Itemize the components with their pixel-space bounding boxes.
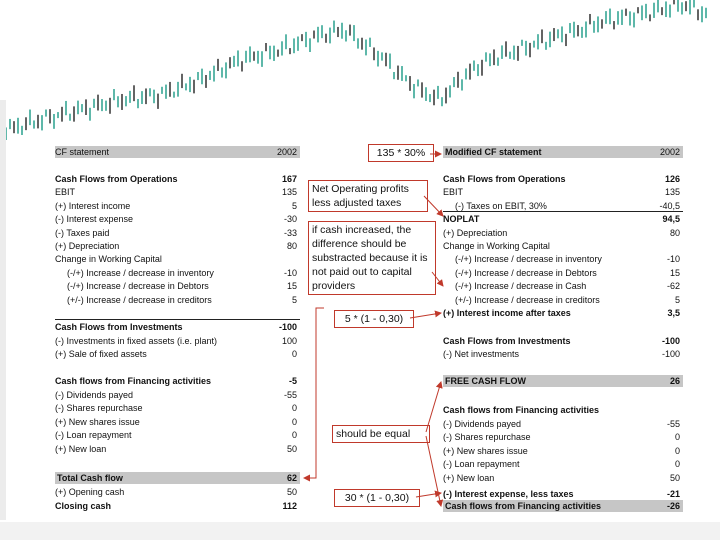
modified-cf-row-value: 126 [664, 174, 680, 184]
modified-cf-row-value: 0 [674, 459, 680, 469]
note-should-be-equal: should be equal [332, 425, 430, 443]
modified-cf-statement-table [443, 146, 683, 516]
cf-statement-row [55, 375, 300, 387]
modified-cf-row-label: (-) Loan repayment [443, 459, 520, 469]
cf-statement-row [55, 213, 300, 225]
cf-statement-row-label: (+) Interest income [55, 201, 131, 211]
modified-cf-row-value: -62 [666, 281, 680, 291]
modified-cf-row-label: (-) Net investments [443, 349, 520, 359]
cf-statement-row-value: 0 [291, 417, 297, 427]
cf-statement-row-value: 80 [286, 241, 297, 251]
modified-cf-row [443, 213, 683, 225]
modified-cf-row-value: -40,5 [659, 201, 680, 211]
cf-statement-row-value: 15 [286, 281, 297, 291]
cf-statement-row [55, 335, 300, 347]
cf-statement-row-label: (+/-) Increase / decrease in creditors [67, 295, 212, 305]
cf-statement-year: 2002 [276, 147, 297, 157]
modified-cf-row-value: -100 [661, 349, 680, 359]
cf-statement-row-label: Change in Working Capital [55, 254, 162, 264]
modified-cf-row-value: 0 [674, 446, 680, 456]
modified-cf-row-label: Cash flows from Financing activities [443, 405, 600, 415]
cf-statement-row-value: 135 [281, 187, 297, 197]
modified-cf-row [443, 418, 683, 430]
note-interest-income: 5 * (1 - 0,30) [334, 310, 414, 328]
arrow-interest-income [410, 313, 441, 318]
cf-statement-row-value: 112 [282, 501, 297, 511]
note-interest-expense: 30 * (1 - 0,30) [334, 489, 420, 507]
cf-statement-row [55, 500, 300, 512]
modified-cf-row-label: EBIT [443, 187, 464, 197]
cf-statement-table [55, 146, 300, 516]
cf-statement-row [55, 240, 300, 252]
modified-cf-row-label: (+) New loan [443, 473, 495, 483]
left-edge-shade [0, 100, 6, 520]
cf-statement-row-label: (-/+) Increase / decrease in Debtors [67, 281, 209, 291]
bottom-edge-shade [0, 522, 720, 540]
modified-cf-row-label: (-) Shares repurchase [443, 432, 531, 442]
cf-statement-row [55, 267, 300, 279]
modified-cf-row-label: (+/-) Increase / decrease in creditors [455, 295, 600, 305]
modified-cf-row-label: (+) Depreciation [443, 228, 508, 238]
cf-statement-row-value: 5 [291, 295, 297, 305]
cf-statement-row [55, 294, 300, 306]
modified-cf-row [443, 227, 683, 239]
modified-cf-row-value: 135 [664, 187, 680, 197]
cf-statement-row-value: 50 [286, 444, 297, 454]
cf-statement-row-value: -10 [283, 268, 297, 278]
cf-statement-row-value: 0 [291, 430, 297, 440]
modified-cf-row-value: 15 [669, 268, 680, 278]
modified-cf-row-value: 0 [674, 432, 680, 442]
modified-cf-row [443, 240, 683, 252]
modified-cf-row-label: (-) Interest expense, less taxes [443, 489, 574, 499]
cf-statement-row [55, 173, 300, 185]
modified-cf-row-value: 94,5 [662, 214, 680, 224]
modified-cf-row-label: Cash flows from Financing activities [445, 501, 602, 511]
modified-cf-row-label: Cash Flows from Investments [443, 336, 571, 346]
modified-cf-row-value: -10 [666, 254, 680, 264]
cf-statement-row-value: 0 [291, 403, 297, 413]
cf-statement-row-value: 100 [281, 336, 297, 346]
cf-statement-row [55, 253, 300, 265]
arrow-total-cash-flow [304, 308, 324, 478]
cf-statement-row [55, 200, 300, 212]
cf-statement-row-value: -5 [288, 376, 297, 386]
modified-cf-row [443, 458, 683, 470]
modified-cf-row [443, 431, 683, 443]
cf-statement-row-value: 50 [286, 487, 297, 497]
modified-cf-row-value: -100 [661, 336, 680, 346]
cf-statement-row-label: Total Cash flow [57, 473, 123, 483]
cf-statement-row-label: (+) Opening cash [55, 487, 125, 497]
cf-statement-row-label: (-) Dividends payed [55, 390, 134, 400]
modified-cf-row [443, 307, 683, 319]
modified-cf-row-value: 80 [669, 228, 680, 238]
modified-cf-row-value: -26 [666, 501, 680, 511]
cf-statement-row-value: -55 [283, 390, 297, 400]
modified-cf-row-value: -55 [666, 419, 680, 429]
cf-statement-row-value: -33 [283, 228, 297, 238]
cf-statement-row-label: (-) Investments in fixed assets (i.e. plant) [55, 336, 218, 346]
modified-cf-row [443, 294, 683, 306]
modified-cf-row [443, 348, 683, 360]
cf-statement-section-rule [55, 319, 300, 320]
modified-cf-row [443, 472, 683, 484]
cf-statement-row-label: (-) Interest expense [55, 214, 134, 224]
modified-cf-row-label: Change in Working Capital [443, 241, 550, 251]
modified-cf-row [443, 253, 683, 265]
cf-statement-row-value: 62 [286, 473, 297, 483]
modified-cf-row [443, 186, 683, 198]
cf-statement-row-value: 5 [291, 201, 297, 211]
cf-statement-row-label: (-) Loan repayment [55, 430, 132, 440]
modified-cf-row [443, 280, 683, 292]
modified-cf-row [443, 404, 683, 416]
cf-statement-row [55, 472, 300, 484]
cf-statement-row-value: -100 [278, 322, 297, 332]
cf-statement-row-label: Closing cash [55, 501, 112, 511]
modified-cf-row-value: 5 [674, 295, 680, 305]
cf-statement-row [55, 429, 300, 441]
cf-statement-row [55, 486, 300, 498]
modified-cf-row-label: (-/+) Increase / decrease in inventory [455, 254, 602, 264]
cf-statement-row [55, 227, 300, 239]
modified-cf-row-label: (-/+) Increase / decrease in Cash [455, 281, 587, 291]
cf-statement-row [55, 280, 300, 292]
cf-statement-row-label: (+) Depreciation [55, 241, 120, 251]
cf-statement-row [55, 443, 300, 455]
cf-statement-row-label: (-) Shares repurchase [55, 403, 143, 413]
cf-statement-row-label: Cash flows from Financing activities [55, 376, 212, 386]
modified-cf-statement-year: 2002 [659, 147, 680, 157]
cf-statement-header [55, 146, 300, 158]
stock-price-ticker-decoration [0, 0, 720, 140]
modified-cf-row-label: NOPLAT [443, 214, 480, 224]
modified-cf-row [443, 335, 683, 347]
modified-cf-row-label: Cash Flows from Operations [443, 174, 566, 184]
modified-cf-row [443, 267, 683, 279]
modified-cf-statement-header [443, 146, 683, 158]
cf-statement-row-value: 0 [291, 349, 297, 359]
cf-statement-row [55, 402, 300, 414]
cf-statement-row [55, 321, 300, 333]
arrow-equal-financing [426, 436, 441, 506]
cf-statement-row [55, 389, 300, 401]
modified-cf-row [443, 488, 683, 500]
cf-statement-row-value: 167 [281, 174, 297, 184]
note-cash-increase: if cash increased, the difference should be substracted because it is not paid out to capital providers [308, 221, 436, 295]
note-tax-calculation: 135 * 30% [368, 144, 434, 162]
modified-cf-statement-title: Modified CF statement [445, 147, 542, 157]
cf-statement-row-label: Cash Flows from Investments [55, 322, 183, 332]
modified-cf-row-value: 50 [669, 473, 680, 483]
cf-statement-row-label: Cash Flows from Operations [55, 174, 178, 184]
modified-cf-row-label: (+) New shares issue [443, 446, 528, 456]
cf-statement-row-label: (-) Taxes paid [55, 228, 110, 238]
modified-cf-section-rule [443, 211, 683, 212]
modified-cf-row-value: -21 [666, 489, 680, 499]
cf-statement-row [55, 348, 300, 360]
cf-statement-row [55, 186, 300, 198]
modified-cf-row-label: (-) Dividends payed [443, 419, 522, 429]
cf-statement-title: CF statement [55, 147, 110, 157]
modified-cf-row [443, 445, 683, 457]
modified-cf-row-label: (+) Interest income after taxes [443, 308, 571, 318]
note-nopat: Net Operating profits less adjusted taxes [308, 180, 428, 212]
modified-cf-row-label: (-/+) Increase / decrease in Debtors [455, 268, 597, 278]
cf-statement-row-value: -30 [283, 214, 297, 224]
cf-statement-row [55, 416, 300, 428]
cf-statement-row-label: (+) New shares issue [55, 417, 140, 427]
modified-cf-row-label: FREE CASH FLOW [445, 376, 526, 386]
modified-cf-row-label: (-) Taxes on EBIT, 30% [455, 201, 547, 211]
cf-statement-row-label: EBIT [55, 187, 76, 197]
cf-statement-row-label: (-/+) Increase / decrease in inventory [67, 268, 214, 278]
modified-cf-row-value: 3,5 [667, 308, 680, 318]
modified-cf-row [443, 500, 683, 512]
cf-statement-row-label: (+) New loan [55, 444, 107, 454]
modified-cf-row [443, 173, 683, 185]
modified-cf-row-value: 26 [669, 376, 680, 386]
cf-statement-row-label: (+) Sale of fixed assets [55, 349, 147, 359]
modified-cf-row [443, 375, 683, 387]
